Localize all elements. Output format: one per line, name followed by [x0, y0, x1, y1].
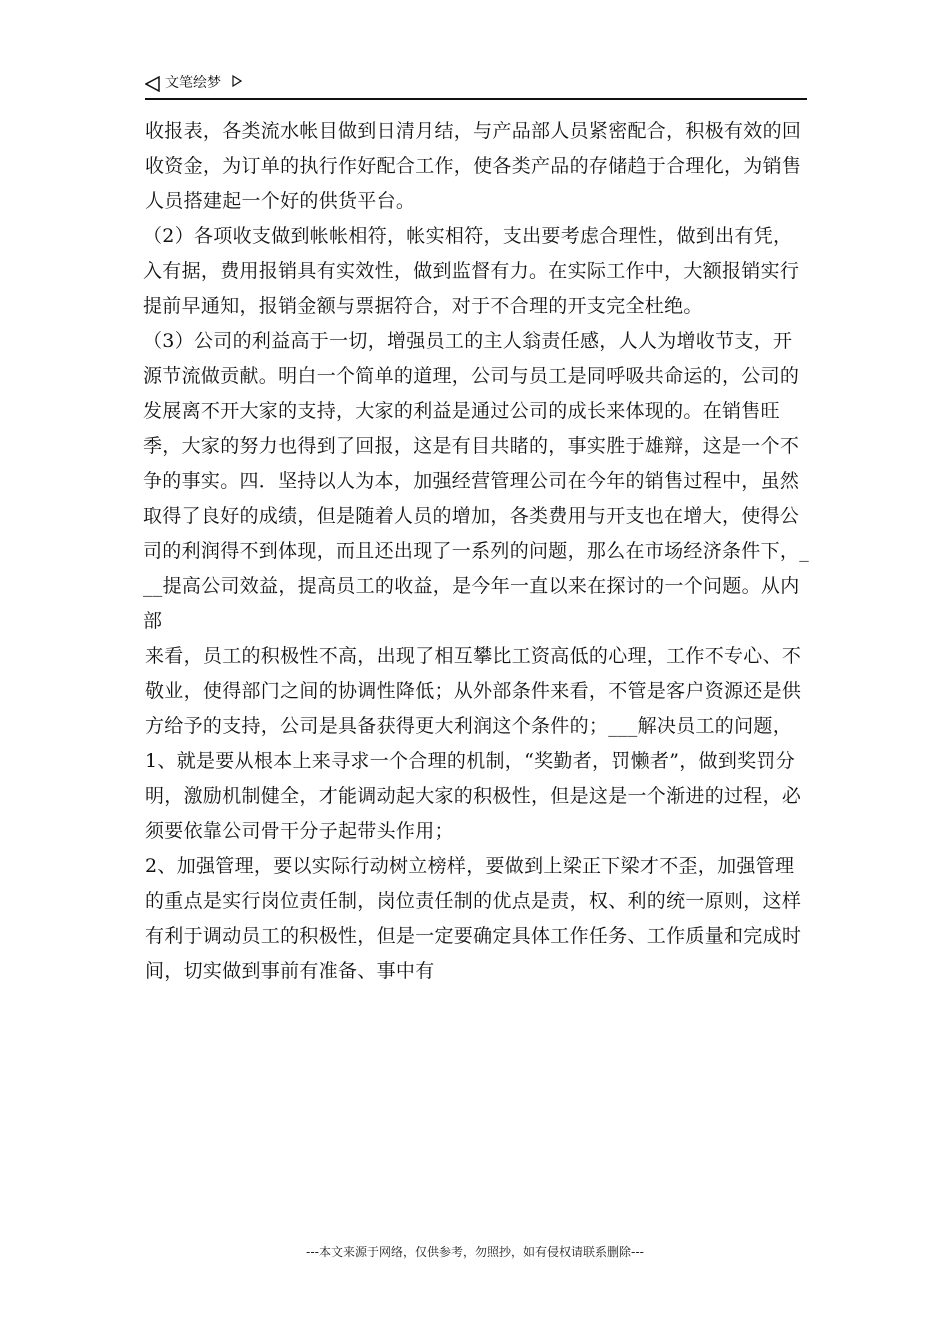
paragraph: （2）各项收支做到帐帐相符，帐实相符，支出要考虑合理性，做到出有凭，入有据，费用报销具有实效性，做到监督有力。在实际工作中，大额报销实行提前早通知，报销金额与票据符合，对于不合理的开支完全杜绝。	[143, 225, 800, 317]
header-title: 文笔绘梦	[165, 75, 221, 91]
right-triangle-icon	[232, 75, 242, 87]
left-triangle-icon	[145, 76, 161, 92]
paragraph: 来看，员工的积极性不高，出现了相互攀比工资高低的心理，工作不专心、不敬业，使得部门之间的协调性降低；从外部条件来看，不管是客户资源还是供方给予的支持，公司是具备获得更大利润这个条件的；___解决员工的问题，	[145, 645, 802, 737]
paragraph: 2、加强管理，要以实际行动树立榜样，要做到上梁正下梁才不歪，加强管理的重点是实行岗位责任制，岗位责任制的优点是责，权、利的统一原则，这样有利于调动员工的积极性，但是一定要确定具体工作任务、工作质量和完成时间，切实做到事前有准备、事中有	[145, 855, 802, 982]
paragraph: 1、就是要从根本上来寻求一个合理的机制，“奖勤者，罚懒者”，做到奖罚分明，激励机制健全，才能调动起大家的积极性，但是这是一个渐进的过程，必须要依靠公司骨干分子起带头作用；	[145, 750, 802, 842]
page-header	[145, 72, 807, 100]
paragraph: 收报表，各类流水帐目做到日清月结，与产品部人员紧密配合，积极有效的回收资金，为订单的执行作好配合工作，使各类产品的存储趋于合理化，为销售人员搭建起一个好的供货平台。	[145, 120, 802, 212]
paragraph: （3）公司的利益高于一切，增强员工的主人翁责任感，人人为增收节支，开源节流做贡献。明白一个简单的道理，公司与员工是同呼吸共命运的，公司的发展离不开大家的支持，大家的利益是通过公司的成长来体现的。在销售旺季，大家的努力也得到了回报，这是有目共睹的，事实胜于雄辩，这是一个不争的事实。四．坚持以人为本，加强经营管理公司在今年的销售过程中，虽然取得了良好的成绩，但是随着人员的增加，各类费用与开支也在增大，使得公司的利润得不到体现，而且还出现了一系列的问题，那么在市场经济条件下，___提高公司效益，提高员工的收益，是今年一直以来在探讨的一个问题。从内部	[143, 330, 810, 632]
document-body	[145, 114, 810, 989]
footer-disclaimer: ---本文来源于网络，仅供参考，勿照抄，如有侵权请联系删除---	[306, 1245, 644, 1259]
